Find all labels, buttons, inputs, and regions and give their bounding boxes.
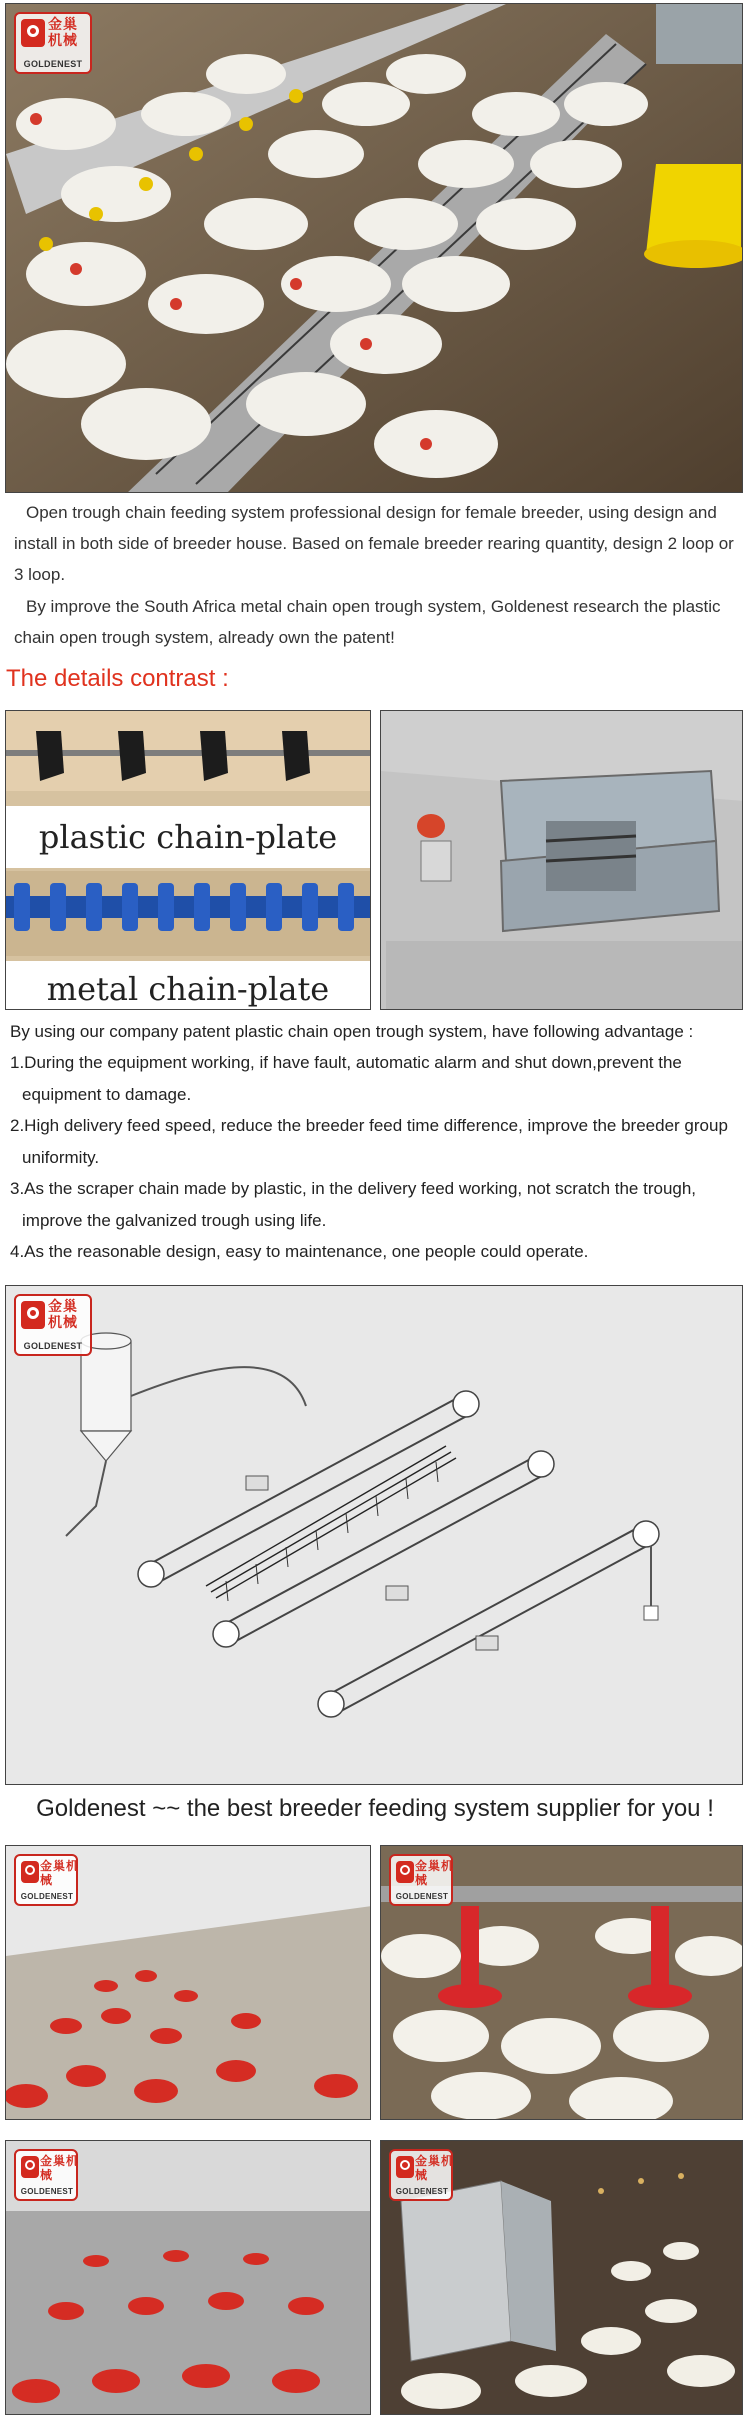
logo-cn-text: 金巢机械: [415, 1859, 455, 1887]
logo-en-text: GOLDENEST: [395, 2187, 449, 2196]
chain-plate-comparison-photo: [5, 710, 371, 1010]
gallery-photo-feeder-lines: [5, 2140, 371, 2415]
goldenest-logo-mark-icon: [21, 19, 45, 47]
logo-en-text: GOLDENEST: [395, 1892, 449, 1901]
logo-cn-text: 金巢机械: [48, 1299, 78, 1331]
details-heading: The details contrast :: [6, 665, 229, 692]
intro-paragraph-2: By improve the South Africa metal chain open trough system, Goldenest research the plastic chain open trough system, already own the patent!: [14, 597, 721, 647]
goldenest-logo-mark-icon: [21, 1861, 39, 1883]
logo-en-text: GOLDENEST: [20, 2187, 74, 2196]
hero-photo-illustration: [6, 4, 743, 493]
goldenest-logo-mark-icon: [21, 1301, 45, 1329]
goldenest-logo: [14, 1854, 78, 1906]
metal-chain-plate-caption: metal chain-plate: [6, 961, 370, 1010]
goldenest-logo: [389, 1854, 453, 1906]
logo-en-text: GOLDENEST: [23, 1341, 83, 1351]
system-layout-drawing: [5, 1285, 743, 1785]
goldenest-logo-mark-icon: [396, 2156, 414, 2178]
advantage-item-1: 1.During the equipment working, if have fault, automatic alarm and shut down,prevent the equipment to damage.: [10, 1053, 682, 1104]
goldenest-logo: [14, 1294, 92, 1356]
hero-photo-chickens-trough: [5, 3, 743, 493]
drive-unit-illustration: [381, 711, 743, 1010]
logo-cn-text: 金巢机械: [40, 2154, 80, 2182]
logo-en-text: GOLDENEST: [20, 1892, 74, 1901]
goldenest-logo: [14, 12, 92, 74]
logo-en-text: GOLDENEST: [23, 59, 83, 69]
goldenest-logo: [14, 2149, 78, 2201]
gallery-photo-pan-feeders-house: [5, 1845, 371, 2120]
plastic-chain-plate-caption: plastic chain-plate: [6, 806, 370, 868]
advantage-item-4: 4.As the reasonable design, easy to maintenance, one people could operate.: [10, 1242, 589, 1261]
goldenest-logo-mark-icon: [21, 2156, 39, 2178]
intro-paragraph-1: Open trough chain feeding system professional design for female breeder, using design and install in both side of breeder house. Based on female breeder rearing quantity, design 2 loop or 3 loop.: [14, 503, 734, 584]
system-layout-illustration: [6, 1286, 743, 1785]
feeding-drive-unit-photo: [380, 710, 743, 1010]
advantage-item-2: 2.High delivery feed speed, reduce the breeder feed time difference, improve the breeder group uniformity.: [10, 1116, 728, 1167]
advantages-lead: By using our company patent plastic chain open trough system, have following advantage :: [10, 1022, 694, 1041]
logo-cn-text: 金巢机械: [40, 1859, 80, 1887]
goldenest-logo-mark-icon: [396, 1861, 414, 1883]
advantage-item-3: 3.As the scraper chain made by plastic, in the delivery feed working, not scratch the trough, improve the galvanized trough using life.: [10, 1179, 697, 1230]
goldenest-logo: [389, 2149, 453, 2201]
gallery-photo-chickens-feeders: [380, 1845, 743, 2120]
logo-cn-text: 金巢机械: [48, 17, 78, 49]
gallery-photo-hopper-house: [380, 2140, 743, 2415]
tagline: Goldenest ~~ the best breeder feeding system supplier for you !: [36, 1795, 714, 1822]
logo-cn-text: 金巢机械: [415, 2154, 455, 2182]
